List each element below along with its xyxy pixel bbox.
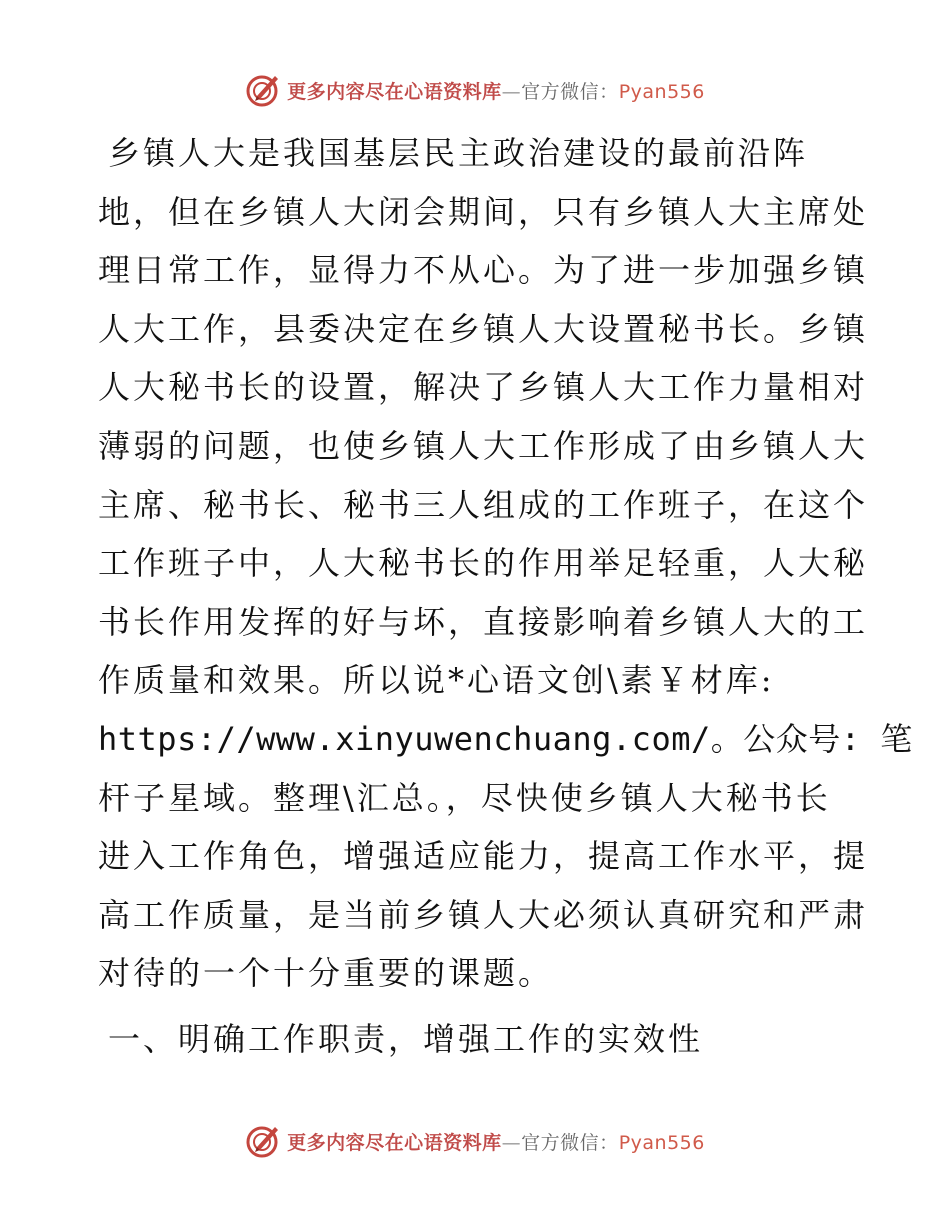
body-line: 理日常工作，显得力不从心。为了进一步加强乡镇 xyxy=(98,251,869,290)
body-line: 人大秘书长的设置，解决了乡镇人大工作力量相对 xyxy=(98,368,869,407)
header-banner-text xyxy=(287,77,705,104)
header-separator: — xyxy=(501,80,522,103)
body-line: 对待的一个十分重要的课题。 xyxy=(98,954,554,993)
header-brand-text: 更多内容尽在心语资料库 xyxy=(287,80,502,103)
header-wechat-id: Pyan556 xyxy=(618,80,705,103)
footer-official-label: 官方微信： xyxy=(521,1131,619,1154)
section-heading: 一、明确工作职责，增强工作的实效性 xyxy=(108,1020,704,1058)
body-line: 杆子星域。整理\汇总。，尽快使乡镇人大秘书长 xyxy=(98,778,831,817)
body-line: 地，但在乡镇人大闭会期间，只有乡镇人大主席处 xyxy=(98,192,869,231)
body-line-url: https://www.xinyuwenchuang.com/。公众号: 笔 xyxy=(98,719,913,758)
body-line: 薄弱的问题，也使乡镇人大工作形成了由乡镇人大 xyxy=(98,426,869,465)
pen-logo-icon xyxy=(245,72,281,108)
body-line: 人大工作，县委决定在乡镇人大设置秘书长。乡镇 xyxy=(98,309,869,348)
body-line: 书长作用发挥的好与坏，直接影响着乡镇人大的工 xyxy=(98,602,869,641)
body-line: 工作班子中，人大秘书长的作用举足轻重，人大秘 xyxy=(98,544,869,583)
body-line: 高工作质量，是当前乡镇人大必须认真研究和严肃 xyxy=(98,895,869,934)
footer-wechat-id: Pyan556 xyxy=(618,1131,705,1154)
body-line: 乡镇人大是我国基层民主政治建设的最前沿阵 xyxy=(108,134,809,172)
header-official-label: 官方微信： xyxy=(521,80,619,103)
body-line: 进入工作角色，增强适应能力，提高工作水平，提 xyxy=(98,837,869,876)
footer-separator: — xyxy=(501,1131,522,1154)
footer-banner-text xyxy=(287,1128,705,1155)
pen-logo-icon xyxy=(245,1123,281,1159)
header-banner xyxy=(0,70,950,110)
footer-banner xyxy=(0,1121,950,1161)
body-line: 作质量和效果。所以说*心语文创\素￥材库: xyxy=(98,661,775,700)
footer-brand-text: 更多内容尽在心语资料库 xyxy=(287,1131,502,1154)
body-line: 主席、秘书长、秘书三人组成的工作班子，在这个 xyxy=(98,485,869,524)
document-body xyxy=(98,124,913,1003)
